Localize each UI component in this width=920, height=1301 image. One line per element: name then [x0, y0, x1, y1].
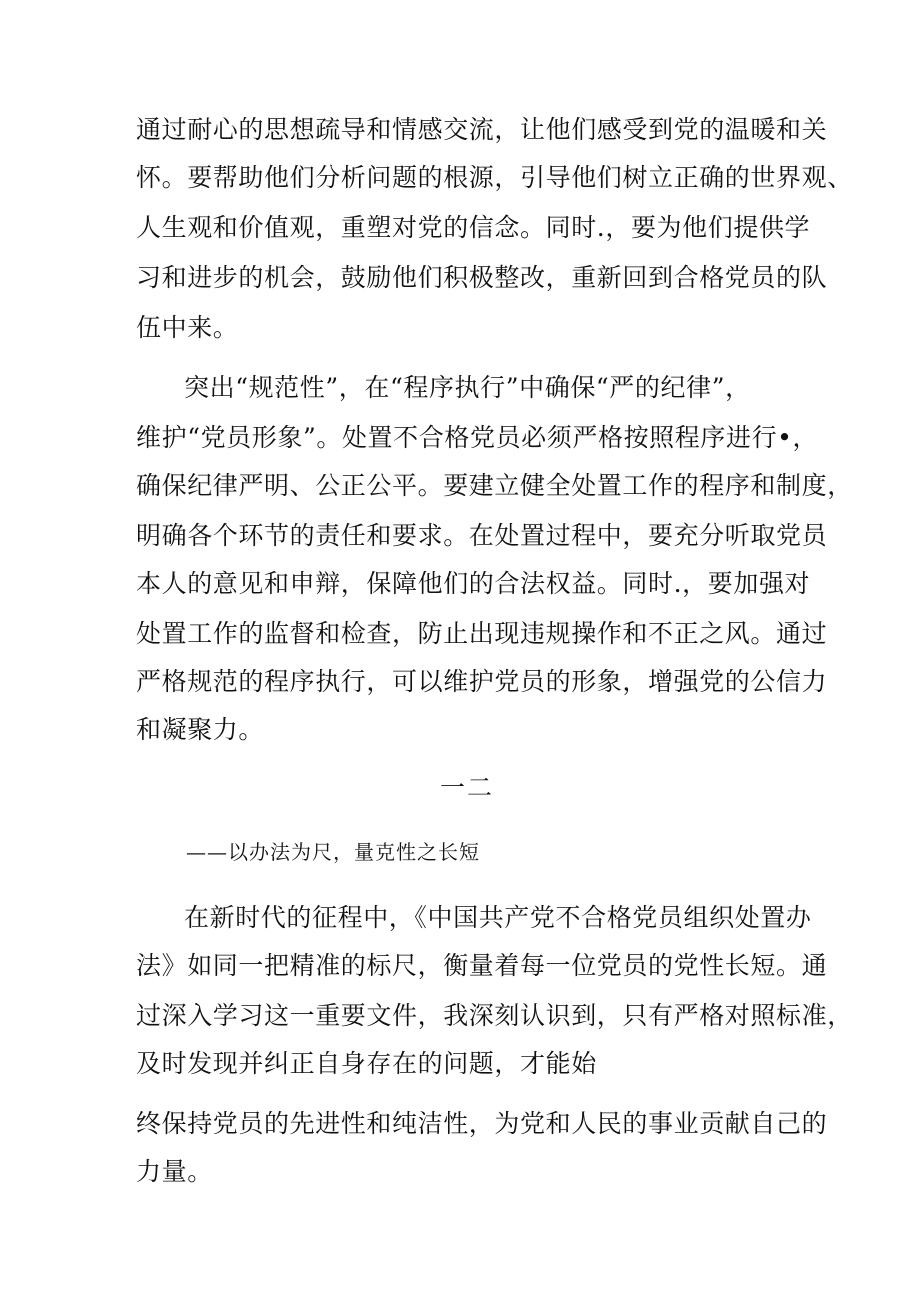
- paragraph-2-line-4: 明确各个环节的责任和要求。在处置过程中，要充分听取党员: [136, 521, 828, 550]
- paragraph-1-line-1: 通过耐心的思想疏导和情感交流，让他们感受到党的温暖和关: [136, 115, 828, 144]
- paragraph-3-line-2: 法》如同一把精准的标尺，衡量着每一位党员的党性长短。通: [136, 951, 828, 980]
- section-number: 一二: [440, 773, 495, 802]
- paragraph-2-line-5: 本人的意见和申辩，保障他们的合法权益。同时.，要加强对: [136, 569, 811, 598]
- paragraph-3-line-4: 及时发现并纠正自身存在的问题，才能始: [136, 1049, 597, 1078]
- paragraph-2-line-8: 和凝聚力。: [136, 715, 265, 744]
- paragraph-2-line-1: 突出“规范性”，在“程序执行”中确保“严的纪律”，: [184, 373, 751, 402]
- paragraph-1-line-5: 伍中来。: [136, 313, 239, 342]
- paragraph-4-line-1: 终保持党员的先进性和纯洁性，为党和人民的事业贡献自己的: [136, 1109, 828, 1138]
- paragraph-2-line-2: 维护“党员形象”。处置不合格党员必须严格按照程序进行•，: [136, 423, 819, 452]
- paragraph-1-line-4: 习和进步的机会，鼓励他们积极整改，重新回到合格党员的队: [136, 263, 828, 292]
- paragraph-2-line-3: 确保纪律严明、公正公平。要建立健全处置工作的程序和制度，: [136, 471, 853, 500]
- paragraph-3-line-1: 在新时代的征程中，《中国共产党不合格党员组织处置办: [184, 903, 812, 932]
- paragraph-2-line-6: 处置工作的监督和检查，防止出现违规操作和不正之风。通过: [136, 619, 828, 648]
- paragraph-4-line-2: 力量。: [136, 1157, 213, 1186]
- paragraph-2-line-7: 严格规范的程序执行，可以维护党员的形象，增强党的公信力: [136, 667, 828, 696]
- paragraph-3-line-3: 过深入学习这一重要文件，我深刻认识到，只有严格对照标准，: [136, 1001, 853, 1030]
- section-subtitle: ——以办法为尺，量克性之长短: [186, 840, 480, 864]
- paragraph-1-line-2: 怀。要帮助他们分析问题的根源，引导他们树立正确的世界观、: [136, 163, 853, 192]
- paragraph-1-line-3: 人生观和价值观，重塑对党的信念。同时.，要为他们提供学: [136, 213, 811, 242]
